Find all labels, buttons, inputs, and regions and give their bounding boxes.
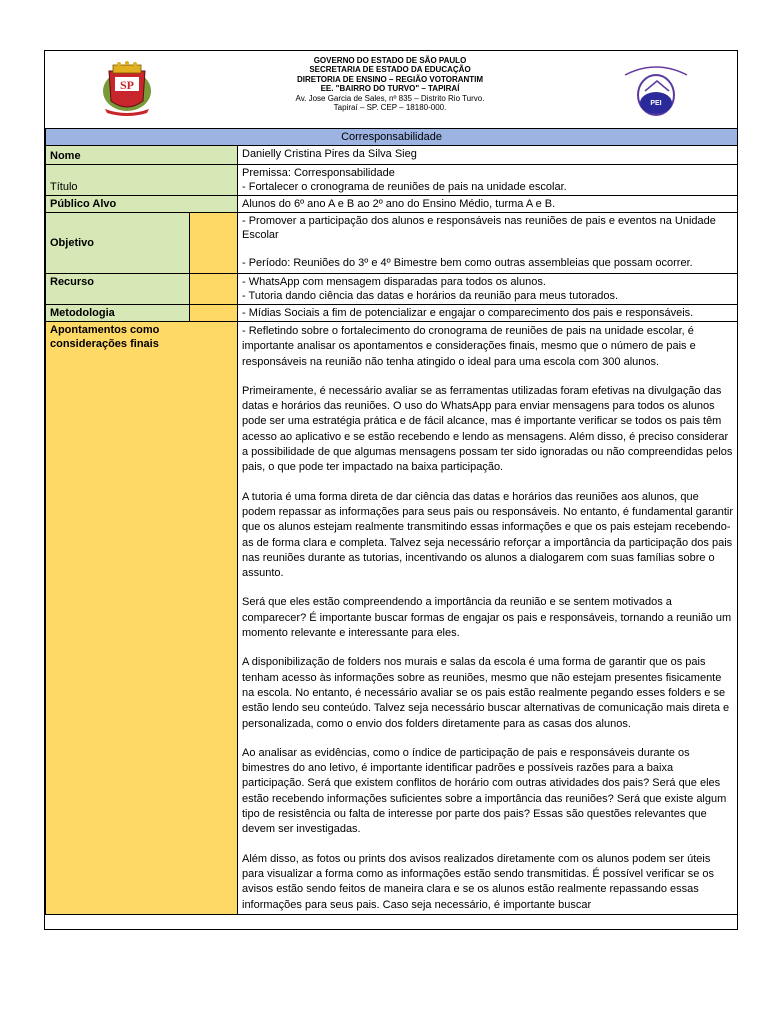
section-title: Corresponsabilidade [46,129,738,146]
objetivo-spacer [190,213,238,274]
value-objetivo [238,213,738,274]
apontamentos-paragraph: A disponibilização de folders nos murais e salas da escola é uma forma de garantir que os pais tenham acesso às informações sobre as reuniões, mesmo que não estejam presentes fisicamente na escola. No entanto, é necessário avaliar se os pais estão realmente pegando esses folders e se estão lendo seu conteúdo. Talvez seja necessário buscar alternativas de comunicação mais direta e personalizada, como o envio dos folders diretamente para as casas dos alunos. [242,656,730,730]
label-recurso: Recurso [46,274,190,305]
row-titulo [46,165,738,196]
document-page [44,50,738,930]
recurso-spacer [190,274,238,305]
label-metodologia: Metodologia [46,305,190,322]
value-titulo [238,165,738,196]
value-metodologia: - Mídias Sociais a fim de potencializar e engajar o comparecimento dos pais e responsáveis. [238,305,738,322]
objetivo-line2: - Período: Reuniões do 3º e 4º Bimestre bem como outras assembleias que possam ocorrer. [242,257,693,269]
row-nome [46,146,738,165]
label-nome: Nome [46,146,238,165]
value-apontamentos [238,322,738,915]
recurso-line1: - WhatsApp com mensagem disparadas para todos os alunos. [242,276,546,288]
school-header-text [260,56,520,112]
titulo-premissa: Premissa: Corresponsabilidade [242,167,395,179]
document-header [45,51,737,129]
apontamentos-paragraph: Além disso, as fotos ou prints dos avisos realizados diretamente com os alunos podem ser úteis para visualizar a forma como as informações estão sendo transmitidas. É possível verificar se os avisos estão sendo feitos de maneira clara e se os alunos estão realmente repassando essas informações para seus pais. Caso seja necessário, é importante buscar [242,852,714,911]
metodologia-spacer [190,305,238,322]
row-publico-alvo [46,196,738,213]
objetivo-line1: - Promover a participação dos alunos e responsáveis nas reuniões de pais e eventos na Unidade Escolar [242,215,716,241]
row-objetivo [46,213,738,274]
header-government: GOVERNO DO ESTADO DE SÃO PAULO [313,56,467,65]
pei-program-logo [617,57,695,119]
label-titulo: Título [46,165,238,196]
value-publico-alvo: Alunos do 6º ano A e B ao 2º ano do Ensino Médio, turma A e B. [238,196,738,213]
label-publico-alvo: Público Alvo [46,196,238,213]
svg-text:SP: SP [119,78,135,92]
apontamentos-paragraph: - Refletindo sobre o fortalecimento do cronograma de reuniões de pais na unidade escolar, é importante analisar os apontamentos e considerações finais, mesmo que o número de pais e responsáveis na reunião não tenha atingido o ideal para uma escola com 300 alunos. [242,325,696,368]
label-apontamentos: Apontamentos como considerações finais [46,322,238,915]
header-secretariat: SECRETARIA DE ESTADO DA EDUCAÇÃO [309,65,471,75]
value-recurso [238,274,738,305]
recurso-line2: - Tutoria dando ciência das datas e horários da reunião para meus tutorados. [242,290,619,302]
label-objetivo: Objetivo [46,213,190,274]
row-apontamentos [46,322,738,915]
header-directorate: DIRETORIA DE ENSINO – REGIÃO VOTORANTIM [296,74,484,84]
value-nome: Danielly Cristina Pires da Silva Sieg [238,146,738,165]
header-address: Av. Jose Garcia de Sales, nº 835 – Distrito Rio Turvo. [295,93,485,103]
apontamentos-paragraph: Primeiramente, é necessário avaliar se as ferramentas utilizadas foram efetivas na divulgação das datas e horários das reuniões. O uso do WhatsApp para enviar mensagens para todos os alunos pode ser uma estratégia prática e de fácil alcance, mas é importante verificar se todos os pais têm acesso ao aplicativo e se estão recebendo e lendo as mensagens. Além disso, é preciso considerar a possibilidade de que algumas mensagens possam ter sido ignoradas ou não compreendidas pelos pais, o que pode ter impactado na baixa participação. [242,384,733,474]
row-metodologia [46,305,738,322]
svg-text:PEI: PEI [650,100,662,107]
sao-paulo-coat-of-arms-logo [99,57,155,119]
apontamentos-paragraph: A tutoria é uma forma direta de dar ciência das datas e horários das reuniões aos alunos, que podem repassar as informações para seus pais ou responsáveis. No entanto, é fundamental garantir que os alunos estejam realmente transmitindo essas informações e que os pais estejam recebendo-as de forma clara e completa. Talvez seja necessário reforçar a importância da participação dos pais nas reuniões durante as tutorias, incentivando os alunos a dialogarem com suas famílias sobre o assunto. [242,490,734,580]
apontamentos-paragraph: Ao analisar as evidências, como o índice de participação de pais e responsáveis durante os bimestres do ano letivo, é importante identificar padrões e possíveis razões para a baixa participação. Será que existem conflitos de horário com outras atividades dos pais? Será que eles estão recebendo informações suficientes sobre a importância das reuniões? Será que existe algum tipo de resistência ou falta de interesse por parte dos pais? Essas são questões relevantes que devem ser investigadas. [242,746,727,836]
header-cep: Tapiraí – SP. CEP – 18180-000. [333,103,447,113]
row-recurso [46,274,738,305]
apontamentos-paragraph: Será que eles estão compreendendo a importância da reunião e se sentem motivados a comparecer? É importante buscar formas de engajar os pais e responsáveis, tornando a reunião um momento relevante e interessante para eles. [242,596,732,640]
header-school: EE. "BAIRRO DO TURVO" – TAPIRAÍ [320,84,460,94]
corresponsabilidade-form [45,128,738,915]
titulo-objetivo: - Fortalecer o cronograma de reuniões de pais na unidade escolar. [242,181,567,193]
